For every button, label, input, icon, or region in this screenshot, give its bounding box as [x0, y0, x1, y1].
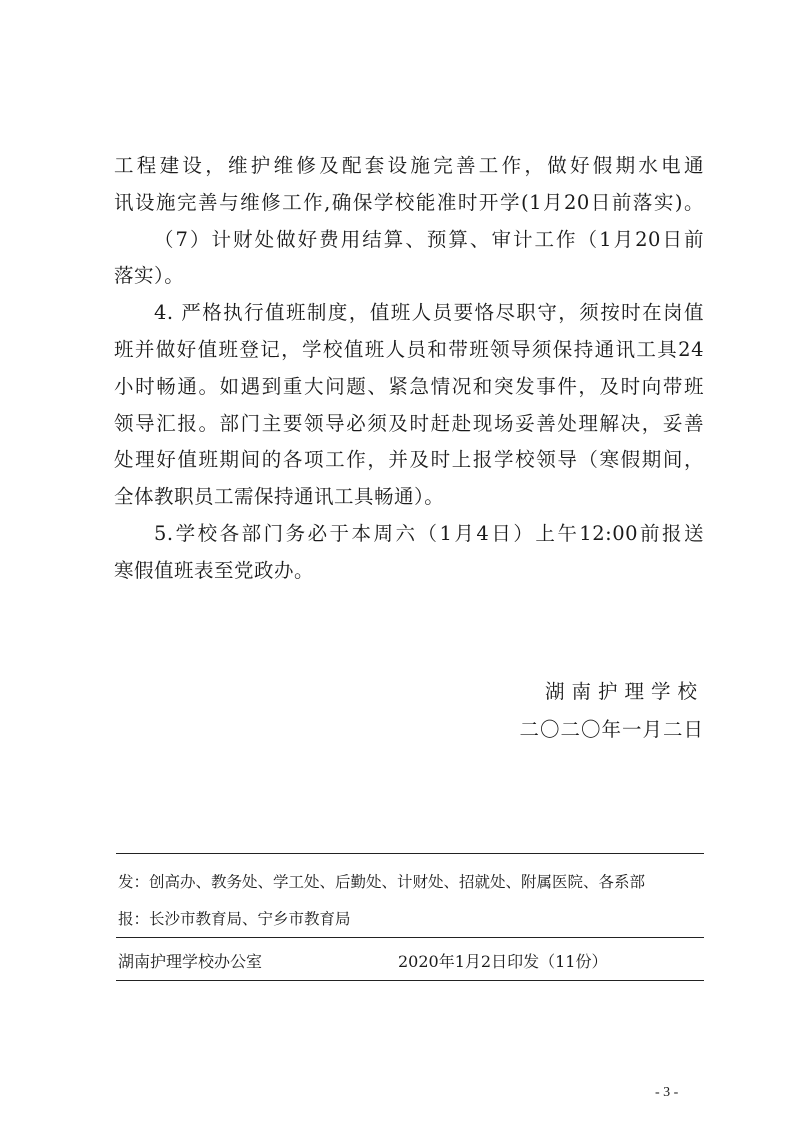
body-line-6: 班并做好值班登记，学校值班人员和带班领导须保持通讯工具24	[114, 337, 704, 361]
report-label: 报：	[118, 910, 150, 928]
page-number: - 3 -	[655, 1085, 679, 1100]
distribution-middle-rule	[116, 937, 704, 938]
body-line-12: 寒假值班表至党政办。	[114, 558, 315, 582]
distribution-send-row	[118, 870, 645, 892]
body-line-9: 处理好值班期间的各项工作，并及时上报学校领导（寒假期间，	[114, 448, 704, 472]
distribution-top-rule	[116, 853, 704, 854]
issuing-office: 湖南护理学校办公室	[118, 952, 263, 971]
body-line-10: 全体教职员工需保持通讯工具畅通）。	[114, 485, 445, 509]
body-line-1: 工程建设，维护维修及配套设施完善工作，做好假期水电通	[114, 154, 704, 177]
document-body	[114, 148, 704, 590]
body-line-11: 5.学校各部门务必于本周六（1月4日）上午12:00前报送	[154, 521, 704, 545]
body-line-4: 落实）。	[114, 264, 185, 288]
send-recipients: 创高办、教务处、学工处、后勤处、计财处、招就处、附属医院、各系部	[149, 873, 646, 891]
distribution-bottom-rule	[116, 980, 704, 981]
distribution-report-row	[118, 907, 351, 929]
issue-date: 2020年1月2日印发（11份）	[398, 952, 608, 971]
body-line-2: 讯设施完善与维修工作,确保学校能准时开学(1月20日前落实)。	[114, 190, 704, 214]
body-line-5: 4. 严格执行值班制度，值班人员要恪尽职守，须按时在岗值	[154, 301, 704, 325]
send-label: 发：	[118, 873, 150, 891]
signature-organization: 湖南护理学校	[544, 680, 704, 703]
body-line-8: 领导汇报。部门主要领导必须及时赶赴现场妥善处理解决，妥善	[114, 411, 704, 435]
report-recipients: 长沙市教育局、宁乡市教育局	[149, 910, 351, 928]
body-line-7: 小时畅通。如遇到重大问题、紧急情况和突发事件，及时向带班	[114, 374, 704, 398]
signature-date: 二〇二〇年一月二日	[519, 718, 704, 741]
body-line-3: （7）计财处做好费用结算、预算、审计工作（1月20日前	[154, 227, 704, 251]
